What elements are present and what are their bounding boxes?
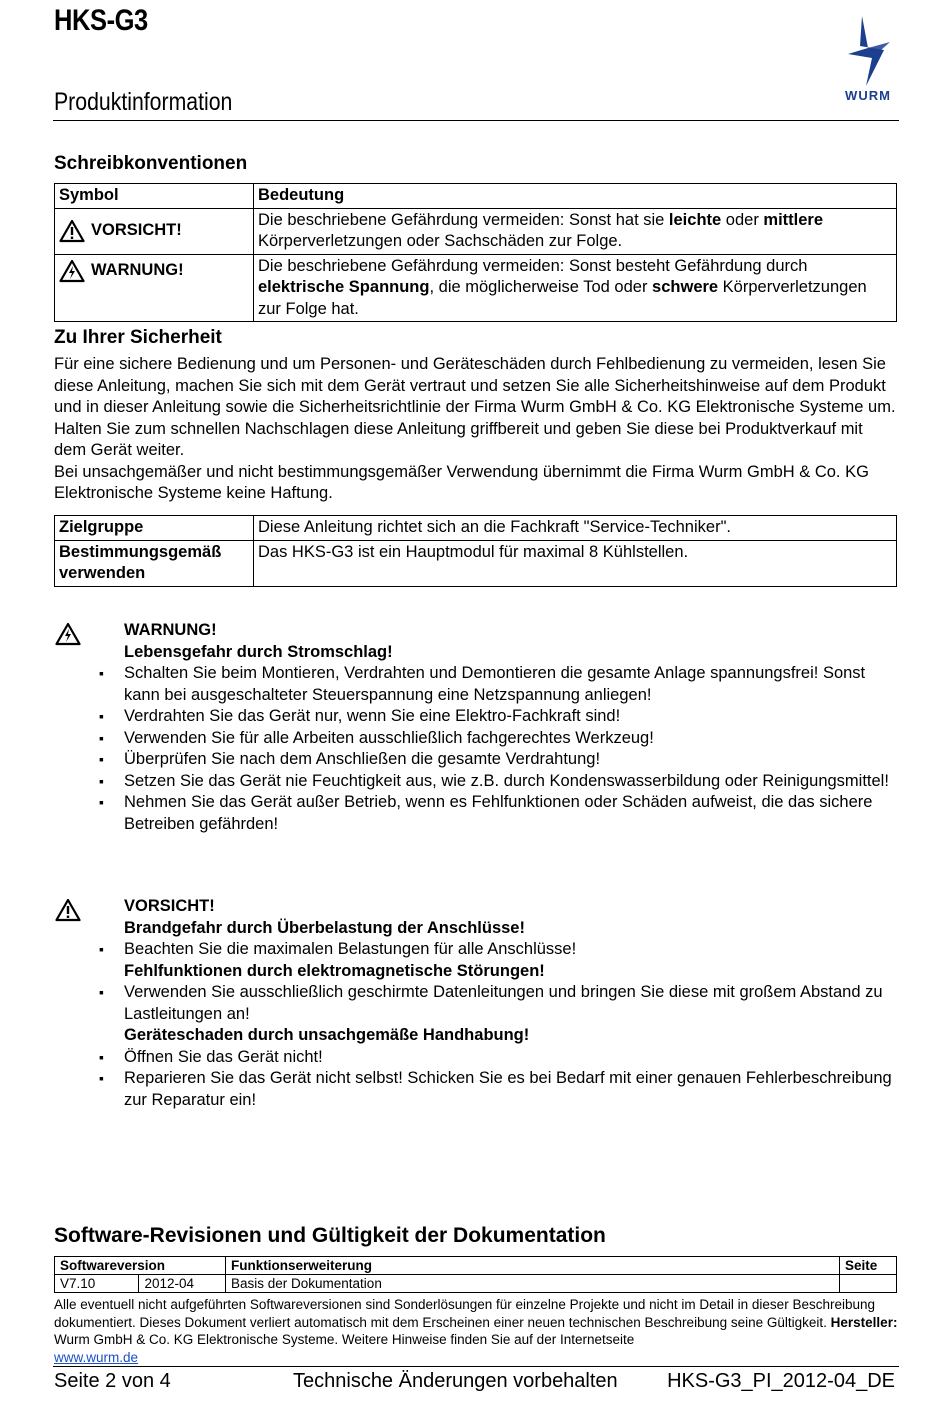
- caution-meaning: Die beschriebene Gefährdung vermeiden: Sonst hat sie leichte oder mittlere Körperverletzungen oder Sachschäden zur Folge.: [254, 208, 897, 254]
- caution-headline-2: Fehlfunktionen durch elektromagnetische Störungen!: [124, 961, 545, 980]
- document-id: HKS-G3_PI_2012-04_DE: [667, 1370, 895, 1392]
- footer-divider: [53, 1366, 899, 1367]
- caution-symbol: [59, 219, 249, 243]
- col-symbol: Symbol: [55, 184, 254, 209]
- electric-warning-triangle-icon: [55, 622, 81, 646]
- revisions-heading: Software-Revisionen und Gültigkeit der Dokumentation: [54, 1224, 606, 1247]
- logo-text: WURM: [845, 88, 891, 103]
- table-row: [55, 208, 897, 254]
- warning-symbol: [59, 259, 249, 283]
- intended-use-value: Das HKS-G3 ist ein Hauptmodul für maximal 8 Kühlstellen.: [254, 540, 897, 586]
- safety-text-1: Für eine sichere Bedienung und um Personen- und Geräteschäden durch Fehlbedienung zu vermeiden, lesen Sie diese Anleitung, machen Sie sich mit dem Gerät vertraut und setzen Sie alle Sicherheitshinweise auf dem Produkt und in dieser Anleitung sowie die Sicherheitsrichtlinie der Firma Wurm GmbH & Co. KG Elektronische Systeme um. Halten Sie zum schnellen Nachschlagen diese Anleitung griffbereit und geben Sie diese bei Produktverkauf mit dem Gerät weiter.: [54, 355, 896, 459]
- warning-block: [124, 620, 899, 835]
- caution-headline-3: Geräteschaden durch unsachgemäße Handhabung!: [124, 1026, 530, 1044]
- list-item: ▪ Beachten Sie die maximalen Belastungen für alle Anschlüsse!: [74, 939, 899, 961]
- table-row: [55, 540, 897, 586]
- document-title: HKS-G3: [54, 4, 148, 37]
- table-row: [55, 1275, 897, 1293]
- list-item: ▪ Überprüfen Sie nach dem Anschließen die gesamte Verdrahtung!: [74, 749, 899, 771]
- revisions-note: Alle eventuell nicht aufgeführten Softwareversionen sind Sonderlösungen für einzelne Projekte und nicht im Detail in dieser Beschreibung dokumentiert. Dieses Dokument verliert automatisch mit dem Erscheinen einer neuen technischen Beschreibung seine Gültigkeit. Hersteller: Wurm GmbH & Co. KG Elektronische Systeme. Weitere Hinweise finden Sie auf der Internetseite www.wurm.de: [54, 1297, 898, 1365]
- table-row: [55, 516, 897, 541]
- warning-label: WARNUNG!: [91, 260, 184, 279]
- safety-paragraph: [54, 354, 899, 505]
- caution-label: VORSICHT!: [91, 221, 182, 240]
- intended-use-label: Bestimmungsgemäß verwenden: [55, 540, 254, 586]
- list-item: ▪ Schalten Sie beim Montieren, Verdrahten und Demontieren die gesamte Anlage spannungsfrei! Sonst kann bei ausgeschalteter Steuerspannung eine Netzspannung anliegen!: [74, 663, 899, 706]
- list-item: ▪ Setzen Sie das Gerät nie Feuchtigkeit aus, wie z.B. durch Kondenswasserbildung oder Reinigungsmittel!: [74, 771, 899, 793]
- caution-block-label: VORSICHT!: [124, 897, 215, 915]
- electric-warning-triangle-icon: [59, 259, 85, 283]
- conventions-table: [54, 183, 897, 322]
- col-meaning: Bedeutung: [254, 184, 897, 209]
- table-header-row: [55, 184, 897, 209]
- warning-block-label: WARNUNG!: [124, 621, 217, 639]
- conventions-heading: Schreibkonventionen: [54, 153, 248, 174]
- list-item: ▪ Verwenden Sie für alle Arbeiten ausschließlich fachgerechtes Werkzeug!: [74, 728, 899, 750]
- wurm-website-link[interactable]: www.wurm.de: [54, 1349, 139, 1365]
- date-cell: 2012-04: [139, 1275, 226, 1293]
- safety-heading: Zu Ihrer Sicherheit: [54, 327, 222, 348]
- target-group-value: Diese Anleitung richtet sich an die Fachkraft "Service-Techniker".: [254, 516, 897, 541]
- col-software-version: Softwareversion: [55, 1257, 226, 1275]
- document-subtitle: Produktinformation: [54, 88, 233, 116]
- warning-triangle-icon: [55, 898, 81, 922]
- caution-block: [124, 896, 899, 1111]
- page-number: Seite 2 von 4: [54, 1370, 171, 1392]
- version-cell: V7.10: [55, 1275, 139, 1293]
- safety-text-2: Bei unsachgemäßer und nicht bestimmungsgemäßer Verwendung übernimmt die Firma Wurm GmbH & Co. KG Elektronische Systeme keine Haftung.: [54, 462, 869, 502]
- caution-headline-1: Brandgefahr durch Überbelastung der Anschlüsse!: [124, 918, 525, 937]
- revisions-table: [54, 1256, 897, 1293]
- list-item: ▪ Öffnen Sie das Gerät nicht!: [74, 1047, 899, 1069]
- target-group-label: Zielgruppe: [55, 516, 254, 541]
- warning-triangle-icon: [59, 219, 85, 243]
- list-item: ▪ Verwenden Sie ausschließlich geschirmte Datenleitungen und bringen Sie diese mit großem Abstand zu Lastleitungen an!: [74, 982, 899, 1025]
- header-divider: [53, 120, 899, 121]
- table-header-row: [55, 1257, 897, 1275]
- col-function: Funktionserweiterung: [226, 1257, 840, 1275]
- usage-table: [54, 515, 897, 587]
- col-page: Seite: [840, 1257, 897, 1275]
- warning-block-headline: Lebensgefahr durch Stromschlag!: [124, 642, 393, 661]
- list-item: ▪ Nehmen Sie das Gerät außer Betrieb, wenn es Fehlfunktionen oder Schäden aufweist, die das sichere Betreiben gefährden!: [74, 792, 899, 835]
- list-item: ▪ Reparieren Sie das Gerät nicht selbst! Schicken Sie es bei Bedarf mit einer genauen Fehlerbeschreibung zur Reparatur ein!: [74, 1068, 899, 1111]
- function-cell: Basis der Dokumentation: [226, 1275, 840, 1293]
- list-item: ▪ Verdrahten Sie das Gerät nur, wenn Sie eine Elektro-Fachkraft sind!: [74, 706, 899, 728]
- table-row: [55, 254, 897, 322]
- footer-notice: Technische Änderungen vorbehalten: [293, 1370, 618, 1392]
- page-cell: [840, 1275, 897, 1293]
- warning-meaning: Die beschriebene Gefährdung vermeiden: Sonst besteht Gefährdung durch elektrische Spannung, die möglicherweise Tod oder schwere Körperverletzungen zur Folge hat.: [254, 254, 897, 322]
